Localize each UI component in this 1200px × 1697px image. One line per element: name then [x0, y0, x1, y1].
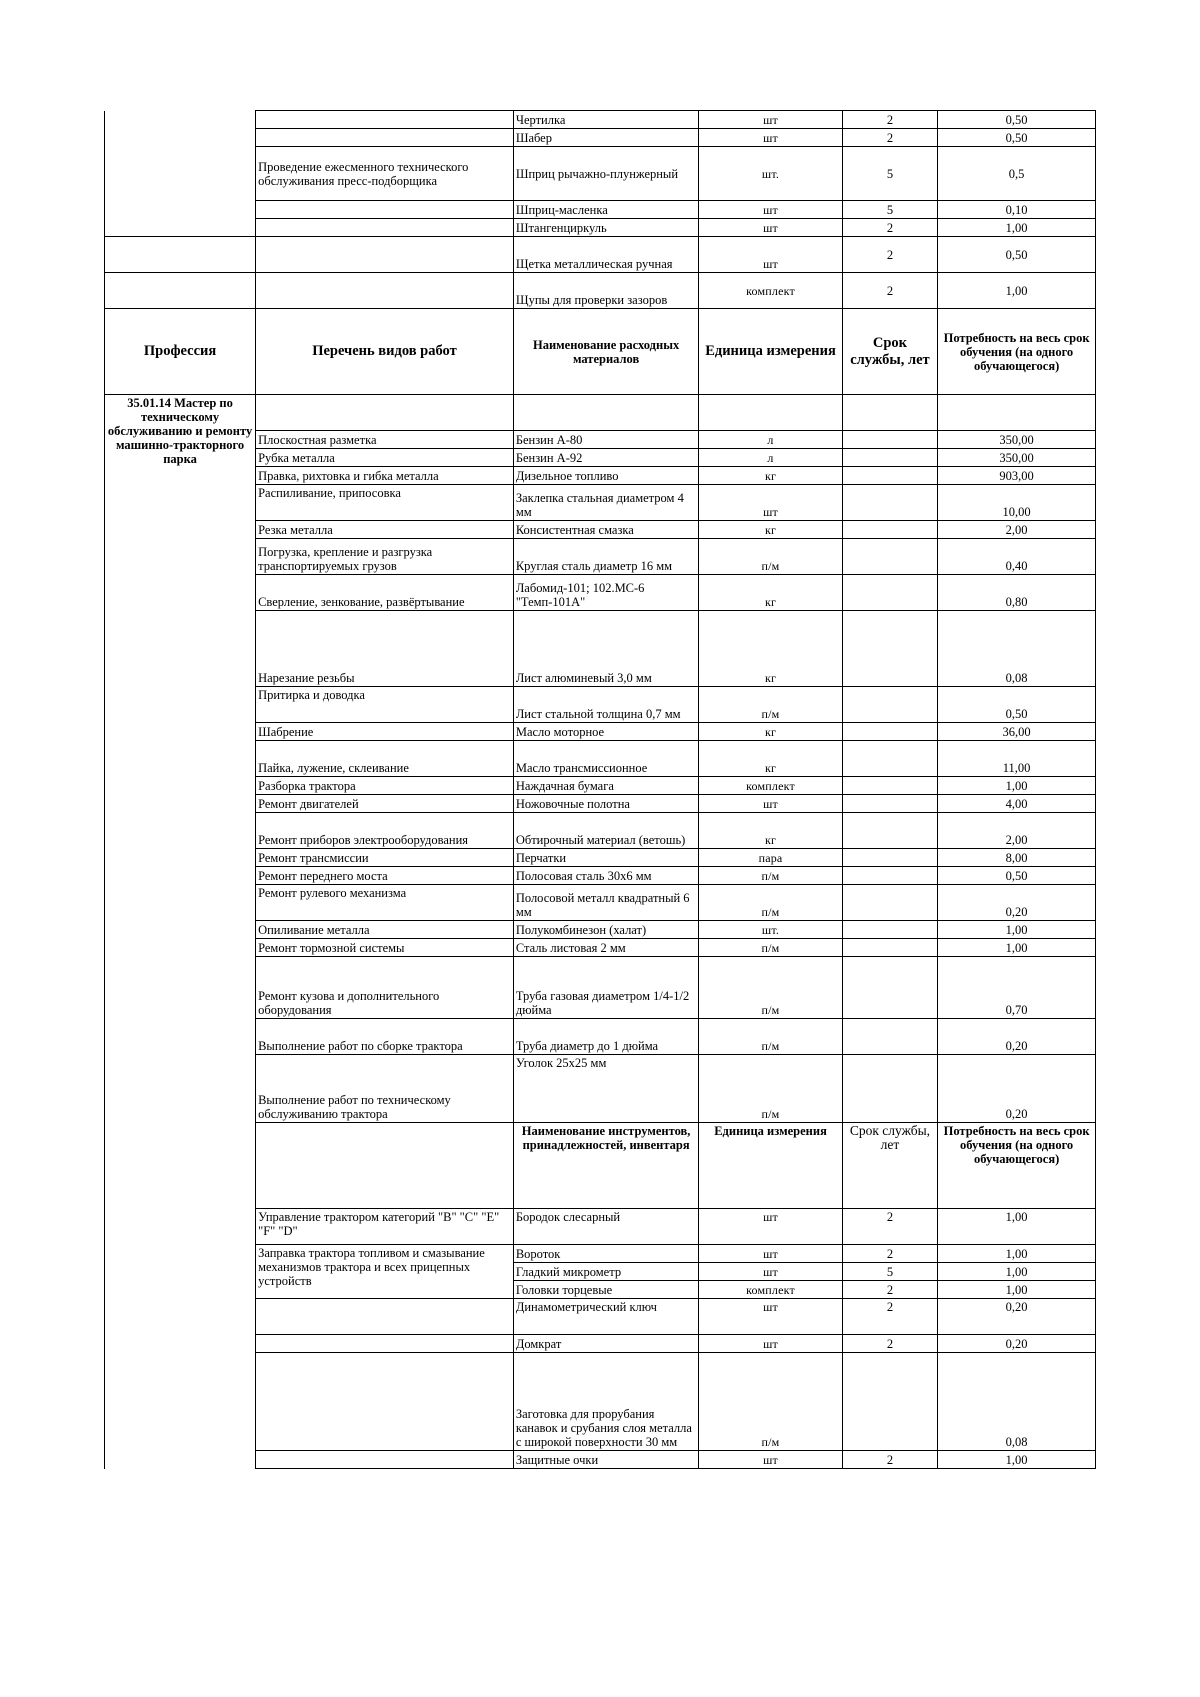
need-cell: 1,00	[938, 1263, 1096, 1281]
header-life: Срок службы, лет	[842, 309, 938, 395]
need-cell: 0,50	[938, 867, 1096, 885]
life-cell	[842, 795, 938, 813]
need-cell: 1,00	[938, 921, 1096, 939]
unit-cell: шт	[699, 1299, 842, 1335]
work-cell: Заправка трактора топливом и смазывание механизмов трактора и всех прицепных устройств	[256, 1245, 514, 1299]
unit-cell: кг	[699, 467, 842, 485]
unit-cell: шт	[699, 795, 842, 813]
need-cell: 36,00	[938, 723, 1096, 741]
unit-cell: шт.	[699, 921, 842, 939]
need-cell: 0,50	[938, 129, 1096, 147]
unit-cell: кг	[699, 723, 842, 741]
need-cell: 1,00	[938, 219, 1096, 237]
item-cell: Уголок 25х25 мм	[513, 1055, 699, 1123]
unit-cell: кг	[699, 741, 842, 777]
table-row	[105, 273, 1096, 309]
need-cell: 350,00	[938, 449, 1096, 467]
header-unit: Единица измерения	[699, 309, 842, 395]
life-cell	[842, 921, 938, 939]
life-cell	[842, 431, 938, 449]
life-cell	[842, 611, 938, 687]
item-cell: Масло трансмиссионное	[513, 741, 699, 777]
work-cell	[256, 237, 514, 273]
item-cell: Сталь листовая 2 мм	[513, 939, 699, 957]
item-cell: Шприц рычажно-плунжерный	[513, 147, 699, 201]
work-cell	[256, 129, 514, 147]
unit-cell: шт	[699, 219, 842, 237]
item-cell: Домкрат	[513, 1335, 699, 1353]
work-cell: Рубка металла	[256, 449, 514, 467]
work-cell: Ремонт приборов электрооборудования	[256, 813, 514, 849]
life-cell: 2	[842, 273, 938, 309]
life-cell	[842, 885, 938, 921]
life-cell	[842, 395, 938, 431]
item-cell: Щупы для проверки зазоров	[513, 273, 699, 309]
life-cell	[842, 467, 938, 485]
table-header-row	[105, 309, 1096, 395]
unit-cell: шт	[699, 1245, 842, 1263]
item-cell: Полукомбинезон (халат)	[513, 921, 699, 939]
unit-cell: пара	[699, 849, 842, 867]
item-cell: Наждачная бумага	[513, 777, 699, 795]
unit-cell: комплект	[699, 1281, 842, 1299]
need-cell: 8,00	[938, 849, 1096, 867]
life-cell: 5	[842, 201, 938, 219]
unit-cell	[699, 395, 842, 431]
unit-cell: комплект	[699, 273, 842, 309]
item-cell: Заготовка для прорубания канавок и срубания слоя металла с широкой поверхности 30 мм	[513, 1353, 699, 1451]
need-cell: 10,00	[938, 485, 1096, 521]
item-cell: Щетка металлическая ручная	[513, 237, 699, 273]
item-cell: Заклепка стальная диаметром 4 мм	[513, 485, 699, 521]
need-cell: 0,20	[938, 1019, 1096, 1055]
work-cell: Ремонт тормозной системы	[256, 939, 514, 957]
life-cell: 5	[842, 147, 938, 201]
unit-cell: п/м	[699, 867, 842, 885]
item-cell: Головки торцевые	[513, 1281, 699, 1299]
unit-cell: п/м	[699, 1055, 842, 1123]
item-cell: Лист алюминевый 3,0 мм	[513, 611, 699, 687]
life-cell: 2	[842, 1209, 938, 1245]
profession-cell: 35.01.14 Мастер по техническому обслуживанию и ремонту машинно-тракторного парка	[105, 395, 256, 1469]
work-cell: Опиливание металла	[256, 921, 514, 939]
work-cell	[256, 1335, 514, 1353]
unit-cell: шт.	[699, 147, 842, 201]
work-cell: Распиливание, припосовка	[256, 485, 514, 521]
need-cell: 0,5	[938, 147, 1096, 201]
life-cell: 2	[842, 129, 938, 147]
life-cell: 5	[842, 1263, 938, 1281]
unit-cell: п/м	[699, 885, 842, 921]
work-cell	[256, 1451, 514, 1469]
work-cell	[256, 395, 514, 431]
unit-cell: шт	[699, 1335, 842, 1353]
need-cell: 0,50	[938, 237, 1096, 273]
life-cell	[842, 741, 938, 777]
need-cell: 1,00	[938, 1451, 1096, 1469]
unit-cell: л	[699, 449, 842, 467]
life-cell	[842, 1055, 938, 1123]
need-cell: 0,20	[938, 885, 1096, 921]
work-cell: Разборка трактора	[256, 777, 514, 795]
need-cell: 0,70	[938, 957, 1096, 1019]
item-cell: Гладкий микрометр	[513, 1263, 699, 1281]
work-cell: Проведение ежесменного технического обслуживания пресс-подборщика	[256, 147, 514, 201]
work-cell: Сверление, зенкование, развёртывание	[256, 575, 514, 611]
need-cell: 0,08	[938, 1353, 1096, 1451]
work-cell: Погрузка, крепление и разгрузка транспортируемых грузов	[256, 539, 514, 575]
life-cell	[842, 1019, 938, 1055]
header-tools: Наименование инструментов, принадлежностей, инвентаря	[513, 1123, 699, 1209]
unit-cell: шт	[699, 111, 842, 129]
need-cell: 0,20	[938, 1299, 1096, 1335]
unit-cell: л	[699, 431, 842, 449]
header-need: Потребность на весь срок обучения (на одного обучающегося)	[938, 309, 1096, 395]
need-cell: 1,00	[938, 939, 1096, 957]
item-cell	[513, 395, 699, 431]
life-cell: 2	[842, 1245, 938, 1263]
header-unit: Единица измерения	[699, 1123, 842, 1209]
life-cell	[842, 687, 938, 723]
life-cell	[842, 449, 938, 467]
work-cell	[256, 201, 514, 219]
unit-cell: п/м	[699, 539, 842, 575]
work-cell: Притирка и доводка	[256, 687, 514, 723]
unit-cell: кг	[699, 611, 842, 687]
work-cell: Резка металла	[256, 521, 514, 539]
item-cell: Лабомид-101; 102.МС-6 "Темп-101А"	[513, 575, 699, 611]
need-cell: 0,20	[938, 1335, 1096, 1353]
work-cell: Ремонт переднего моста	[256, 867, 514, 885]
need-cell: 0,20	[938, 1055, 1096, 1123]
unit-cell: кг	[699, 813, 842, 849]
item-cell: Динамометрический ключ	[513, 1299, 699, 1335]
work-cell: Плоскостная разметка	[256, 431, 514, 449]
profession-cell-empty	[105, 237, 256, 273]
work-cell: Ремонт трансмиссии	[256, 849, 514, 867]
item-cell: Бензин А-80	[513, 431, 699, 449]
need-cell: 2,00	[938, 813, 1096, 849]
item-cell: Масло моторное	[513, 723, 699, 741]
unit-cell: шт	[699, 485, 842, 521]
need-cell: 0,10	[938, 201, 1096, 219]
item-cell: Ножовочные полотна	[513, 795, 699, 813]
work-cell	[256, 219, 514, 237]
item-cell: Шабер	[513, 129, 699, 147]
need-cell: 0,08	[938, 611, 1096, 687]
unit-cell: кг	[699, 521, 842, 539]
item-cell: Чертилка	[513, 111, 699, 129]
work-cell: Правка, рихтовка и гибка металла	[256, 467, 514, 485]
table-row	[105, 237, 1096, 273]
work-cell	[256, 111, 514, 129]
need-cell: 903,00	[938, 467, 1096, 485]
profession-cell-empty	[105, 273, 256, 309]
need-cell: 1,00	[938, 273, 1096, 309]
need-cell: 1,00	[938, 1245, 1096, 1263]
profession-cell-continued	[105, 111, 256, 237]
work-cell	[256, 1299, 514, 1335]
item-cell: Штангенциркуль	[513, 219, 699, 237]
unit-cell: п/м	[699, 939, 842, 957]
unit-cell: кг	[699, 575, 842, 611]
item-cell: Бородок слесарный	[513, 1209, 699, 1245]
need-cell: 0,80	[938, 575, 1096, 611]
item-cell: Перчатки	[513, 849, 699, 867]
work-cell: Управление трактором категорий "В" "С" "Е" "F" "D"	[256, 1209, 514, 1245]
item-cell: Круглая сталь диаметр 16 мм	[513, 539, 699, 575]
item-cell: Вороток	[513, 1245, 699, 1263]
item-cell: Шприц-масленка	[513, 201, 699, 219]
item-cell: Бензин А-92	[513, 449, 699, 467]
need-cell: 1,00	[938, 1209, 1096, 1245]
work-cell: Шабрение	[256, 723, 514, 741]
equipment-table	[104, 110, 1096, 1469]
table-row	[105, 395, 1096, 431]
item-cell: Труба газовая диаметром 1/4-1/2 дюйма	[513, 957, 699, 1019]
life-cell: 2	[842, 1281, 938, 1299]
need-cell: 0,50	[938, 687, 1096, 723]
work-cell: Ремонт двигателей	[256, 795, 514, 813]
unit-cell: п/м	[699, 1353, 842, 1451]
item-cell: Обтирочный материал (ветошь)	[513, 813, 699, 849]
life-cell: 2	[842, 1335, 938, 1353]
need-cell: 1,00	[938, 1281, 1096, 1299]
item-cell: Труба диаметр до 1 дюйма	[513, 1019, 699, 1055]
header-empty	[256, 1123, 514, 1209]
header-materials: Наименование расходных материалов	[513, 309, 699, 395]
life-cell	[842, 867, 938, 885]
life-cell: 2	[842, 219, 938, 237]
life-cell	[842, 849, 938, 867]
equipment-table-sheet	[104, 110, 1096, 1469]
table-row	[105, 111, 1096, 129]
unit-cell: шт	[699, 201, 842, 219]
need-cell: 2,00	[938, 521, 1096, 539]
work-cell: Выполнение работ по сборке трактора	[256, 1019, 514, 1055]
life-cell: 2	[842, 1451, 938, 1469]
unit-cell: шт	[699, 1209, 842, 1245]
life-cell	[842, 813, 938, 849]
unit-cell: шт	[699, 129, 842, 147]
work-cell: Ремонт кузова и дополнительного оборудования	[256, 957, 514, 1019]
life-cell: 2	[842, 237, 938, 273]
need-cell: 1,00	[938, 777, 1096, 795]
life-cell	[842, 485, 938, 521]
need-cell	[938, 395, 1096, 431]
need-cell: 0,40	[938, 539, 1096, 575]
unit-cell: комплект	[699, 777, 842, 795]
header-need: Потребность на весь срок обучения (на одного обучающегося)	[938, 1123, 1096, 1209]
work-cell	[256, 1353, 514, 1451]
unit-cell: п/м	[699, 1019, 842, 1055]
need-cell: 4,00	[938, 795, 1096, 813]
unit-cell: п/м	[699, 957, 842, 1019]
life-cell	[842, 521, 938, 539]
item-cell: Полосовой металл квадратный 6 мм	[513, 885, 699, 921]
unit-cell: п/м	[699, 687, 842, 723]
unit-cell: шт	[699, 1263, 842, 1281]
header-life: Срок службы, лет	[842, 1123, 938, 1209]
work-cell: Выполнение работ по техническому обслуживанию трактора	[256, 1055, 514, 1123]
item-cell: Защитные очки	[513, 1451, 699, 1469]
item-cell: Лист стальной толщина 0,7 мм	[513, 687, 699, 723]
header-profession: Профессия	[105, 309, 256, 395]
life-cell	[842, 723, 938, 741]
life-cell	[842, 939, 938, 957]
need-cell: 0,50	[938, 111, 1096, 129]
item-cell: Дизельное топливо	[513, 467, 699, 485]
life-cell: 2	[842, 111, 938, 129]
life-cell: 2	[842, 1299, 938, 1335]
item-cell: Консистентная смазка	[513, 521, 699, 539]
life-cell	[842, 1353, 938, 1451]
life-cell	[842, 575, 938, 611]
life-cell	[842, 957, 938, 1019]
need-cell: 350,00	[938, 431, 1096, 449]
work-cell: Пайка, лужение, склеивание	[256, 741, 514, 777]
work-cell: Ремонт рулевого механизма	[256, 885, 514, 921]
need-cell: 11,00	[938, 741, 1096, 777]
item-cell: Полосовая сталь 30х6 мм	[513, 867, 699, 885]
work-cell: Нарезание резьбы	[256, 611, 514, 687]
unit-cell: шт	[699, 1451, 842, 1469]
work-cell	[256, 273, 514, 309]
life-cell	[842, 777, 938, 795]
life-cell	[842, 539, 938, 575]
header-works: Перечень видов работ	[256, 309, 514, 395]
unit-cell: шт	[699, 237, 842, 273]
